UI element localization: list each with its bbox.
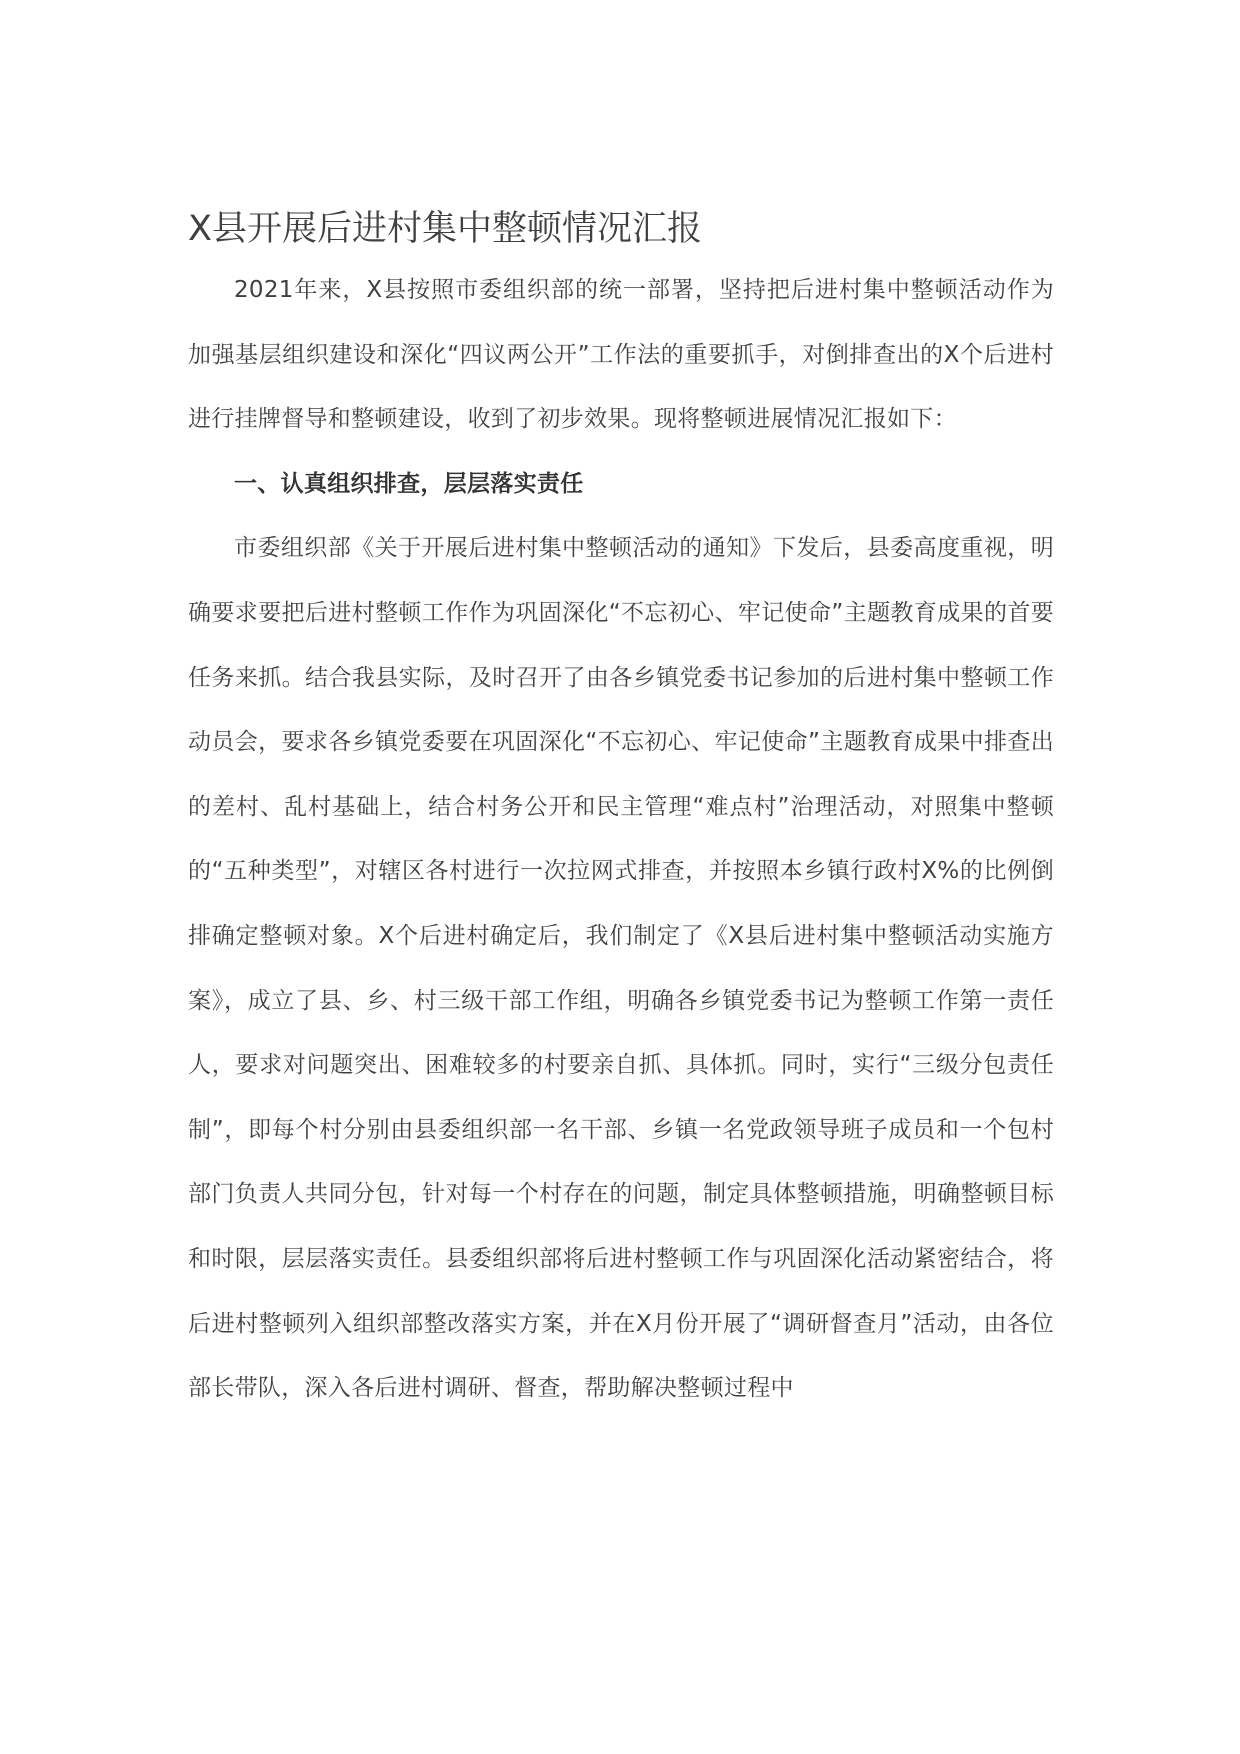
intro-paragraph: 2021年来，X县按照市委组织部的统一部署，坚持把后进村集中整顿活动作为加强基层组织建设和深化“四议两公开”工作法的重要抓手，对倒排查出的X个后进村进行挂牌督导和整顿建设，收到了初步效果。现将整顿进展情况汇报如下： bbox=[188, 277, 1054, 433]
document-title: X县开展后进村集中整顿情况汇报 bbox=[188, 209, 702, 249]
document-body bbox=[188, 258, 1054, 1421]
section-heading-1: 一、认真组织排查，层层落实责任 bbox=[234, 470, 584, 497]
section-1-paragraph: 市委组织部《关于开展后进村集中整顿活动的通知》下发后，县委高度重视，明确要求要把后进村整顿工作作为巩固深化“不忘初心、牢记使命”主题教育成果的首要任务来抓。结合我县实际，及时召开了由各乡镇党委书记参加的后进村集中整顿工作动员会，要求各乡镇党委要在巩固深化“不忘初心、牢记使命”主题教育成果中排查出的差村、乱村基础上，结合村务公开和民主管理“难点村”治理活动，对照集中整顿的“五种类型”，对辖区各村进行一次拉网式排查，并按照本乡镇行政村X%的比例倒排确定整顿对象。X个后进村确定后，我们制定了《X县后进村集中整顿活动实施方案》，成立了县、乡、村三级干部工作组，明确各乡镇党委书记为整顿工作第一责任人，要求对问题突出、困难较多的村要亲自抓、具体抓。同时，实行“三级分包责任制”，即每个村分别由县委组织部一名干部、乡镇一名党政领导班子成员和一个包村部门负责人共同分包，针对每一个村存在的问题，制定具体整顿措施，明确整顿目标和时限，层层落实责任。县委组织部将后进村整顿工作与巩固深化活动紧密结合，将后进村整顿列入组织部整改落实方案，并在X月份开展了“调研督查月”活动，由各位部长带队，深入各后进村调研、督查，帮助解决整顿过程中 bbox=[188, 535, 1054, 1402]
